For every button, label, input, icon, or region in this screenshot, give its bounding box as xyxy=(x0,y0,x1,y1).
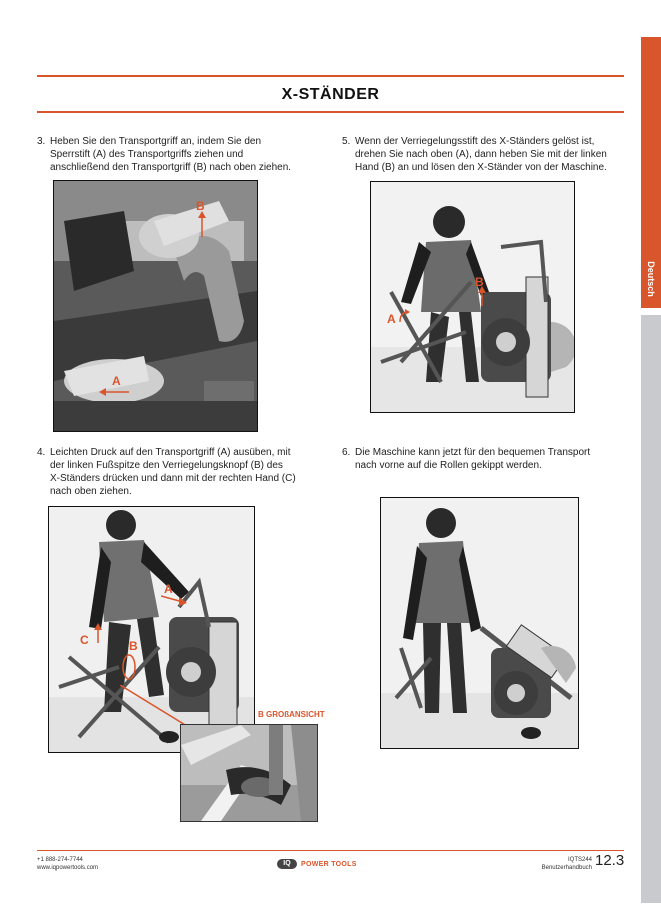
callout-label: C xyxy=(80,633,89,647)
step-6-photo xyxy=(380,497,579,749)
step-line: anschließend den Transportgriff (B) nach oben ziehen. xyxy=(50,162,292,173)
arrow-down-right-icon xyxy=(161,594,187,606)
arrow-left-icon xyxy=(99,387,129,397)
footer-model-info xyxy=(542,856,592,872)
step-line: X-Ständers drücken und dann mit der rechten Hand (C) xyxy=(50,473,296,484)
step-3 xyxy=(37,135,327,175)
marker-circle-icon xyxy=(121,652,137,682)
step-number: 3. xyxy=(37,136,46,147)
step-line: Wenn der Verriegelungsstift des X-Ständers gelöst ist, xyxy=(355,136,595,147)
callout-label: B xyxy=(196,199,205,213)
step-line: der linken Fußspitze den Verriegelungsknopf (B) des xyxy=(50,460,283,471)
footer-rule xyxy=(37,850,624,851)
arrow-up-icon xyxy=(197,211,207,237)
step-line: Leichten Druck auf den Transportgriff (A) ausüben, mit xyxy=(50,447,291,458)
step-text xyxy=(355,446,590,472)
footer-phone: +1 888-274-7744 xyxy=(37,857,83,863)
logo-badge: IQ xyxy=(277,859,297,869)
footer-contact xyxy=(37,856,98,872)
step-line: nach oben ziehen. xyxy=(50,486,132,497)
step-number: 6. xyxy=(342,447,351,458)
step-3-photo xyxy=(53,180,258,432)
arrow-up-icon xyxy=(93,623,103,643)
step-5-photo xyxy=(370,181,575,413)
callout-label: A xyxy=(387,312,396,326)
callout-label: B xyxy=(475,275,484,289)
step-line: Heben Sie den Transportgriff an, indem Sie den xyxy=(50,136,262,147)
step-5 xyxy=(342,135,632,175)
logo-text: POWER TOOLS xyxy=(301,860,357,868)
step-line: nach vorne auf die Rollen gekippt werden. xyxy=(355,460,542,471)
step-line: Hand (B) an und lösen den X-Ständer von der Maschine. xyxy=(355,162,607,173)
detail-label: B GROßANSICHT xyxy=(258,710,325,719)
callout-label: A xyxy=(164,582,173,596)
step-6 xyxy=(342,446,632,476)
footer-website[interactable]: www.iqpowertools.com xyxy=(37,865,99,871)
page-number: 12.3 xyxy=(595,852,625,869)
language-tab-label: Deutsch xyxy=(646,261,656,297)
sidebar-inactive-strip xyxy=(641,315,661,903)
step-text xyxy=(355,135,607,174)
brand-logo xyxy=(277,858,357,870)
step-number: 4. xyxy=(37,447,46,458)
callout-label: A xyxy=(112,374,121,388)
step-line: drehen Sie nach oben (A), dann heben Sie mit der linken xyxy=(355,149,607,160)
step-text xyxy=(50,446,296,498)
step-line: Die Maschine kann jetzt für den bequemen Transport xyxy=(355,447,591,458)
header-rule-bottom xyxy=(37,111,624,113)
page-title: X-STÄNDER xyxy=(281,86,380,103)
arrow-curve-icon xyxy=(398,309,410,323)
header-rule-top xyxy=(37,75,624,77)
footer-manual: Benutzerhandbuch xyxy=(541,865,592,871)
footer-model: IQTS244 xyxy=(567,857,592,863)
callout-label: B xyxy=(129,639,138,653)
detail-photo xyxy=(180,724,318,822)
arrow-up-icon xyxy=(477,286,487,306)
step-4 xyxy=(37,446,327,500)
step-text xyxy=(50,135,291,174)
step-number: 5. xyxy=(342,136,351,147)
step-line: Sperrstift (A) des Transportgriffs ziehen und xyxy=(50,149,244,160)
